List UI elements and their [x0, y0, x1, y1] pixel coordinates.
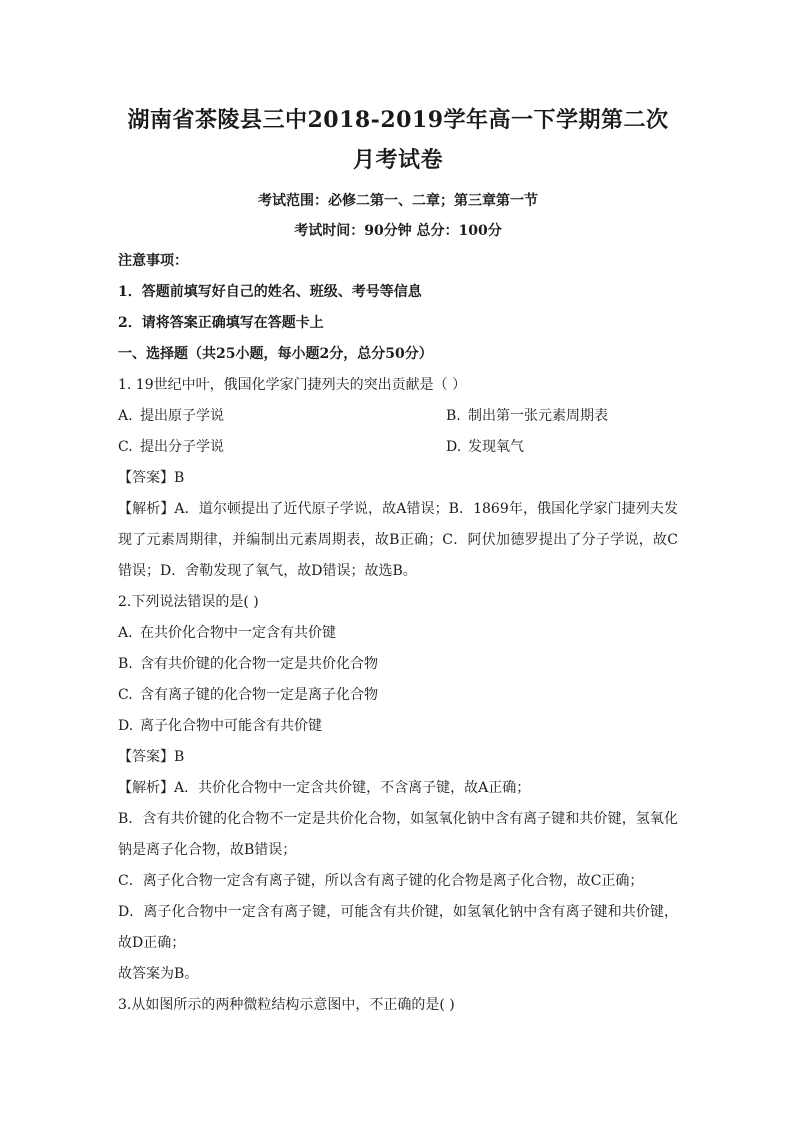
- question-2: [118, 587, 678, 990]
- analysis-line: B．含有共价键的化合物不一定是共价化合物，如氢氧化钠中含有离子键和共价键，氢氧化钠是离子化合物，故B错误；: [118, 811, 678, 858]
- option-text: 提出原子学说: [140, 408, 224, 424]
- option-c: [118, 680, 678, 711]
- options-row: [118, 432, 678, 463]
- note-item: 2．请将答案正确填写在答题卡上: [118, 315, 324, 331]
- analysis-text: 【解析】A．道尔顿提出了近代原子学说，故A错误；B．1869年，俄国化学家门捷列夫发现了元素周期律，并编制出元素周期表，故B正确；C．阿伏加德罗提出了分子学说，故C错误；D．舍勒发现了氧气，故D错误；故选B。: [118, 501, 678, 579]
- exam-content: [118, 100, 678, 1021]
- question-1: [118, 370, 678, 587]
- option-letter: D.: [446, 439, 462, 455]
- question-stem: 3.从如图所示的两种微粒结构示意图中，不正确的是( ): [118, 997, 455, 1013]
- option-a: [118, 401, 446, 432]
- option-letter: D.: [118, 718, 134, 734]
- option-a: [118, 618, 678, 649]
- option-text: 含有离子键的化合物一定是离子化合物: [140, 687, 378, 703]
- option-letter: A.: [118, 625, 133, 641]
- option-letter: B.: [446, 408, 461, 424]
- option-c: [118, 432, 446, 463]
- option-letter: C.: [118, 687, 133, 703]
- exam-scope: 考试范围：必修二第一、二章；第三章第一节: [258, 193, 538, 209]
- option-d: [446, 432, 678, 463]
- question-stem: 2.下列说法错误的是( ): [118, 594, 259, 610]
- options-row: [118, 401, 678, 432]
- option-letter: A.: [118, 408, 133, 424]
- option-letter: C.: [118, 439, 133, 455]
- option-b: [118, 649, 678, 680]
- analysis-line: C．离子化合物一定含有离子键，所以含有离子键的化合物是离子化合物，故C正确；: [118, 873, 644, 889]
- option-letter: B.: [118, 656, 133, 672]
- answer-line: 【答案】B: [118, 749, 185, 765]
- analysis-line: 【解析】A．共价化合物中一定含共价键，不含离子键，故A正确；: [118, 780, 531, 796]
- answer-line: 【答案】B: [118, 470, 185, 486]
- question-3: [118, 990, 678, 1021]
- section-header: 一、选择题（共25小题，每小题2分，总分50分）: [118, 346, 433, 362]
- option-text: 提出分子学说: [140, 439, 224, 455]
- option-text: 制出第一张元素周期表: [468, 408, 608, 424]
- option-text: 离子化合物中可能含有共价键: [140, 718, 322, 734]
- notes-header: 注意事项：: [118, 253, 188, 269]
- option-d: [118, 711, 678, 742]
- note-item: 1．答题前填写好自己的姓名、班级、考号等信息: [118, 284, 422, 300]
- analysis-line: D．离子化合物中一定含有离子键，可能含有共价键，如氢氧化钠中含有离子键和共价键，故D正确；: [118, 904, 678, 951]
- option-b: [446, 401, 678, 432]
- option-text: 在共价化合物中一定含有共价键: [140, 625, 336, 641]
- analysis-line: 故答案为B。: [118, 966, 199, 982]
- exam-time: 考试时间：90分钟 总分：100分: [294, 223, 502, 239]
- page-title: 湖南省茶陵县三中2018-2019学年高一下学期第二次月考试卷: [127, 107, 669, 173]
- question-stem: 1. 19世纪中叶，俄国化学家门捷列夫的突出贡献是（ ）: [118, 377, 467, 393]
- option-text: 发现氧气: [468, 439, 524, 455]
- option-text: 含有共价键的化合物一定是共价化合物: [140, 656, 378, 672]
